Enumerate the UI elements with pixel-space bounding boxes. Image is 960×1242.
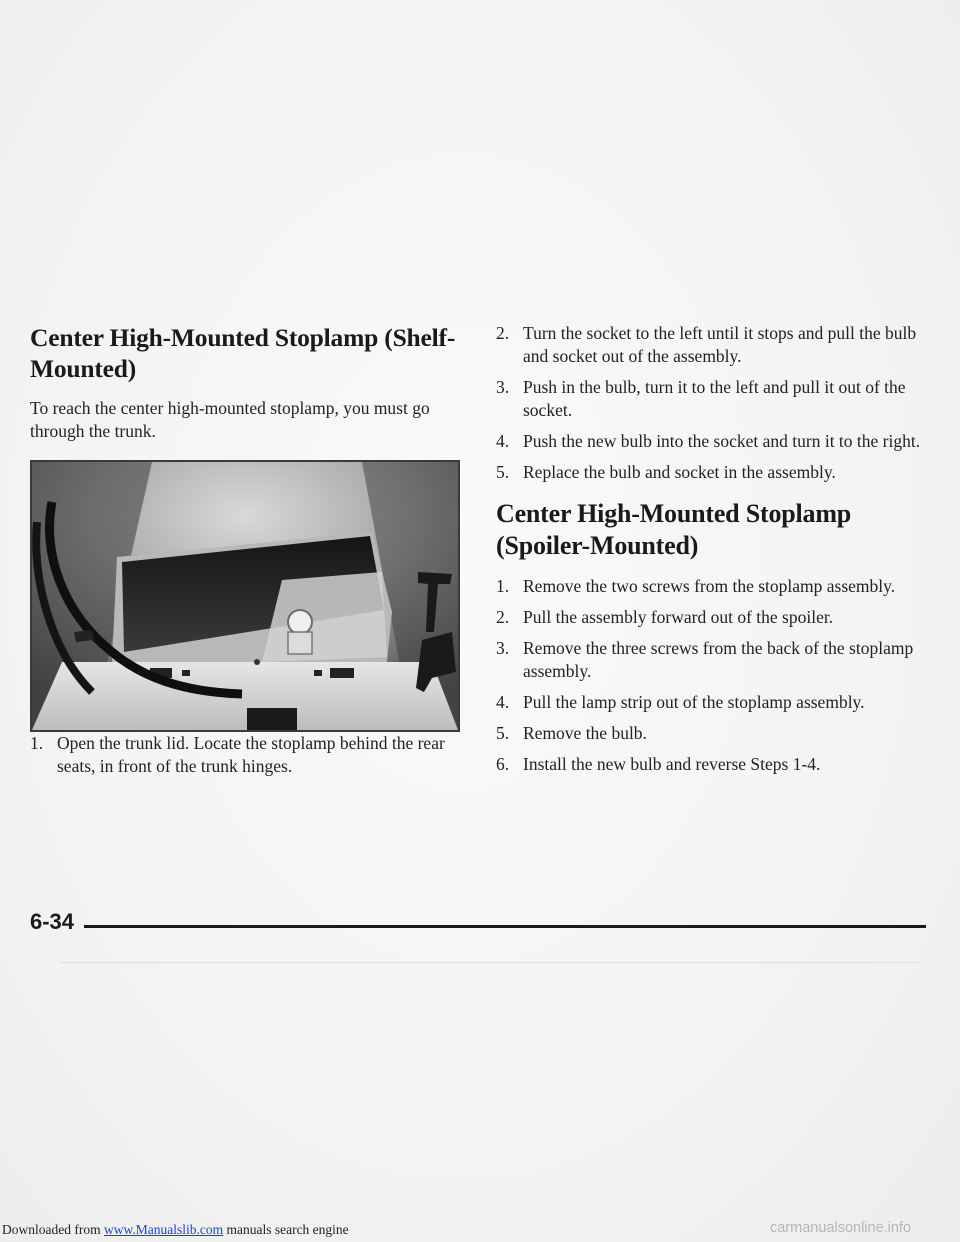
step-number: 3. [496, 638, 510, 658]
download-banner [2, 1222, 349, 1238]
manualslib-link[interactable]: www.Manualslib.com [103, 1222, 224, 1237]
step-text: Replace the bulb and socket in the assembly. [523, 462, 836, 482]
list-item [496, 606, 936, 629]
footer-rule [84, 925, 926, 928]
list-item [496, 461, 936, 484]
step-text: Install the new bulb and reverse Steps 1-4. [523, 754, 821, 774]
section-heading-spoiler-mounted: Center High-Mounted Stoplamp (Spoiler-Mounted) [496, 499, 852, 560]
step-text: Pull the lamp strip out of the stoplamp assembly. [523, 692, 865, 712]
intro-paragraph: To reach the center high-mounted stoplamp, you must go through the trunk. [30, 398, 430, 441]
spoiler-steps-list [496, 575, 936, 776]
step-text: Push in the bulb, turn it to the left and pull it out of the socket. [523, 377, 906, 420]
step-text: Remove the two screws from the stoplamp assembly. [523, 576, 896, 596]
list-item [496, 722, 936, 745]
scan-artifact-line [60, 962, 920, 963]
page-number: 6-34 [30, 909, 75, 934]
step-text: Open the trunk lid. Locate the stoplamp behind the rear seats, in front of the trunk hinges. [57, 733, 445, 776]
step-number: 5. [496, 462, 510, 482]
list-item [496, 637, 936, 683]
watermark-text: carmanualsonline.info [770, 1220, 912, 1236]
shelf-steps-list-start [30, 732, 462, 778]
step-number: 4. [496, 431, 510, 451]
step-number: 3. [496, 377, 510, 397]
step-text: Push the new bulb into the socket and turn it to the right. [523, 431, 921, 451]
step-number: 6. [496, 754, 510, 774]
list-item [496, 575, 936, 598]
section-heading-shelf-mounted: Center High-Mounted Stoplamp (Shelf-Mounted) [30, 323, 456, 383]
step-text: Pull the assembly forward out of the spoiler. [523, 607, 834, 627]
trunk-stoplamp-illustration [32, 462, 458, 730]
list-item [496, 753, 936, 776]
trunk-stoplamp-photo [30, 460, 460, 732]
list-item [30, 732, 462, 778]
step-text: Remove the three screws from the back of the stoplamp assembly. [523, 638, 914, 681]
list-item [496, 376, 936, 422]
step-number: 1. [30, 733, 44, 753]
step-text: Turn the socket to the left until it stops and pull the bulb and socket out of the assembly. [523, 323, 917, 366]
step-number: 4. [496, 692, 510, 712]
step-number: 1. [496, 576, 510, 596]
shelf-steps-list-continued [496, 322, 936, 484]
list-item [496, 691, 936, 714]
step-number: 5. [496, 723, 510, 743]
list-item [496, 430, 936, 453]
banner-prefix: Downloaded from [2, 1222, 104, 1237]
step-number: 2. [496, 323, 510, 343]
right-column [496, 322, 936, 784]
step-text: Remove the bulb. [523, 723, 647, 743]
list-item [496, 322, 936, 368]
step-number: 2. [496, 607, 510, 627]
left-column [30, 322, 462, 778]
banner-suffix: manuals search engine [223, 1222, 349, 1237]
